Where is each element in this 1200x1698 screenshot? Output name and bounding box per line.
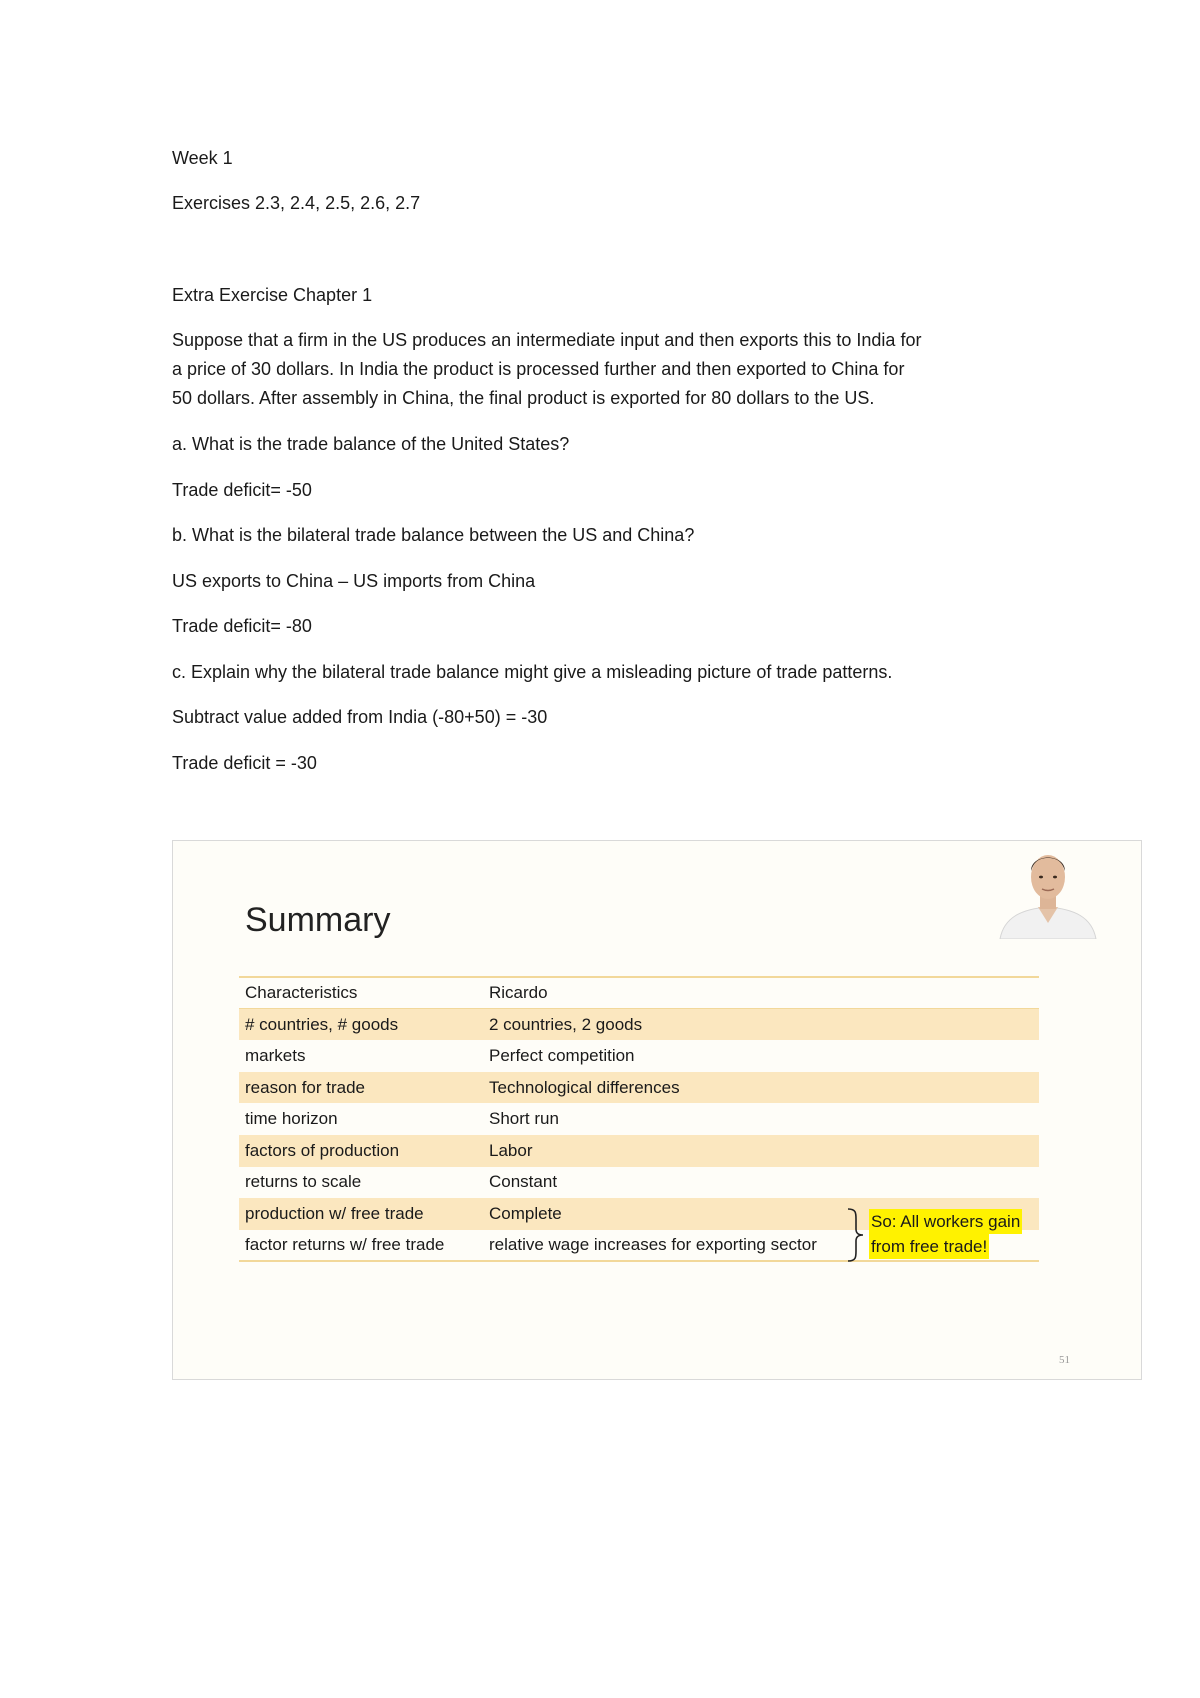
callout-line: from free trade! [869, 1234, 989, 1259]
exercises-line: Exercises 2.3, 2.4, 2.5, 2.6, 2.7 [172, 193, 421, 213]
table-cell: factors of production [245, 1140, 400, 1160]
table-cell: 2 countries, 2 goods [489, 1014, 643, 1034]
table-cell: Labor [489, 1140, 533, 1160]
table-cell: Complete [489, 1203, 562, 1223]
table-row [239, 1135, 1039, 1167]
problem-line: 50 dollars. After assembly in China, the final product is exported for 80 dollars to the US. [172, 388, 875, 408]
extra-exercise-title: Extra Exercise Chapter 1 [172, 285, 373, 305]
table-row [239, 1009, 1039, 1041]
lecture-slide [172, 840, 1142, 1380]
table-cell: relative wage increases for exporting sector [483, 1230, 1039, 1262]
table-row [239, 1103, 1039, 1135]
problem-statement [172, 326, 1052, 413]
question-b: b. What is the bilateral trade balance between the US and China? [172, 525, 695, 545]
presenter-avatar [996, 841, 1100, 939]
answer-c-line1: Subtract value added from India (-80+50) = -30 [172, 707, 548, 727]
table-cell: Short run [489, 1109, 559, 1129]
table-cell: returns to scale [245, 1172, 362, 1192]
right-brace-icon [845, 1207, 865, 1263]
table-cell: Perfect competition [489, 1045, 635, 1065]
header-cell: Characteristics [239, 977, 483, 1009]
answer-a: Trade deficit= -50 [172, 480, 312, 500]
table-row [239, 1167, 1039, 1199]
table-cell: # countries, # goods [245, 1014, 399, 1034]
slide-title: Summary [245, 901, 391, 939]
table-cell: markets [245, 1045, 306, 1065]
table-cell: reason for trade [245, 1077, 366, 1097]
table-header-row [239, 977, 1039, 1009]
answer-c-line2: Trade deficit = -30 [172, 753, 317, 773]
table-cell: production w/ free trade [245, 1203, 424, 1223]
question-a: a. What is the trade balance of the United States? [172, 434, 570, 454]
header-cell: Ricardo [483, 977, 1039, 1009]
table-row [239, 1040, 1039, 1072]
callout-note [869, 1209, 1022, 1259]
slide-page-number: 51 [1059, 1354, 1070, 1366]
answer-b-line1: US exports to China – US imports from China [172, 571, 536, 591]
callout-line: So: All workers gain [869, 1209, 1022, 1234]
question-c: c. Explain why the bilateral trade balance might give a misleading picture of trade patterns. [172, 662, 893, 682]
table-row [239, 1072, 1039, 1104]
table-cell: factor returns w/ free trade [239, 1230, 483, 1262]
answer-b-line2: Trade deficit= -80 [172, 616, 312, 636]
problem-line: Suppose that a firm in the US produces an intermediate input and then exports this to India for [172, 330, 922, 350]
problem-line: a price of 30 dollars. In India the product is processed further and then exported to China for [172, 359, 905, 379]
table-cell: Constant [489, 1172, 558, 1192]
table-cell: Technological differences [489, 1077, 680, 1097]
week-heading: Week 1 [172, 148, 233, 168]
table-cell: time horizon [245, 1109, 338, 1129]
